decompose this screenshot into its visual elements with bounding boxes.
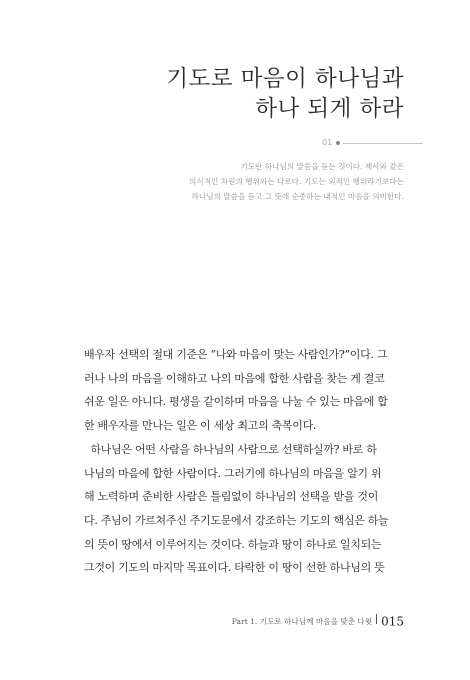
body-line: 해 노력하며 준비한 사람은 틀림없이 하나님의 선택을 받을 것이 [84,490,379,504]
intro-line: 하나님의 말씀을 듣고 그 뜻에 순종하는 내적인 마음을 의미한다. [191,192,404,201]
body-text [84,343,406,580]
intro-line: 기도란 하나님의 말씀을 듣는 것이다. 제사와 같은 [240,162,404,171]
chapter-title-line: 하나 되게 하라 [255,96,404,122]
body-line: 의 뜻이 땅에서 이루어지는 것이다. 하늘과 땅이 하나로 일치되는 [84,537,382,551]
chapter-marker [318,138,406,150]
intro-line: 의식적인 차원의 행위와는 다르다. 기도는 외적인 행위라기보다는 [189,177,404,186]
body-line: 다. 주님이 가르쳐주신 주기도문에서 강조하는 기도의 핵심은 하늘 [84,513,389,527]
bullet-dot-icon [336,141,340,145]
chapter-number: 01 [322,138,333,147]
chapter-title [166,64,404,124]
body-line: 하나님은 어떤 사람을 하나님의 사람으로 선택하실까? 바로 하 [84,442,377,456]
page-number: 015 [381,614,404,629]
chapter-title-line: 기도로 마음이 하나님과 [166,66,404,92]
body-line: 쉬운 일은 아니다. 평생을 같이하며 마음을 나눌 수 있는 마음에 합 [84,395,388,409]
body-line: 배우자 선택의 절대 기준은 “나와 마음이 맞는 사람인가?”이다. 그 [84,348,388,361]
body-line: 그것이 기도의 마지막 목표이다. 타락한 이 땅이 선한 하나님의 뜻 [84,561,385,575]
page-footer [232,611,404,630]
body-line: 나님의 마음에 합한 사람이다. 그러기에 하나님의 마음을 알기 위 [84,466,382,480]
body-line: 한 배우자를 만나는 일은 이 세상 최고의 축복이다. [84,419,317,433]
divider [343,143,423,144]
body-line: 러나 나의 마음을 이해하고 나의 마음에 합한 사람을 찾는 게 결코 [84,371,385,385]
chapter-intro [189,159,404,204]
running-head: Part 1. 기도로 하나님께 마음을 맞춘 다윗 [231,617,373,626]
footer-separator [376,614,377,624]
